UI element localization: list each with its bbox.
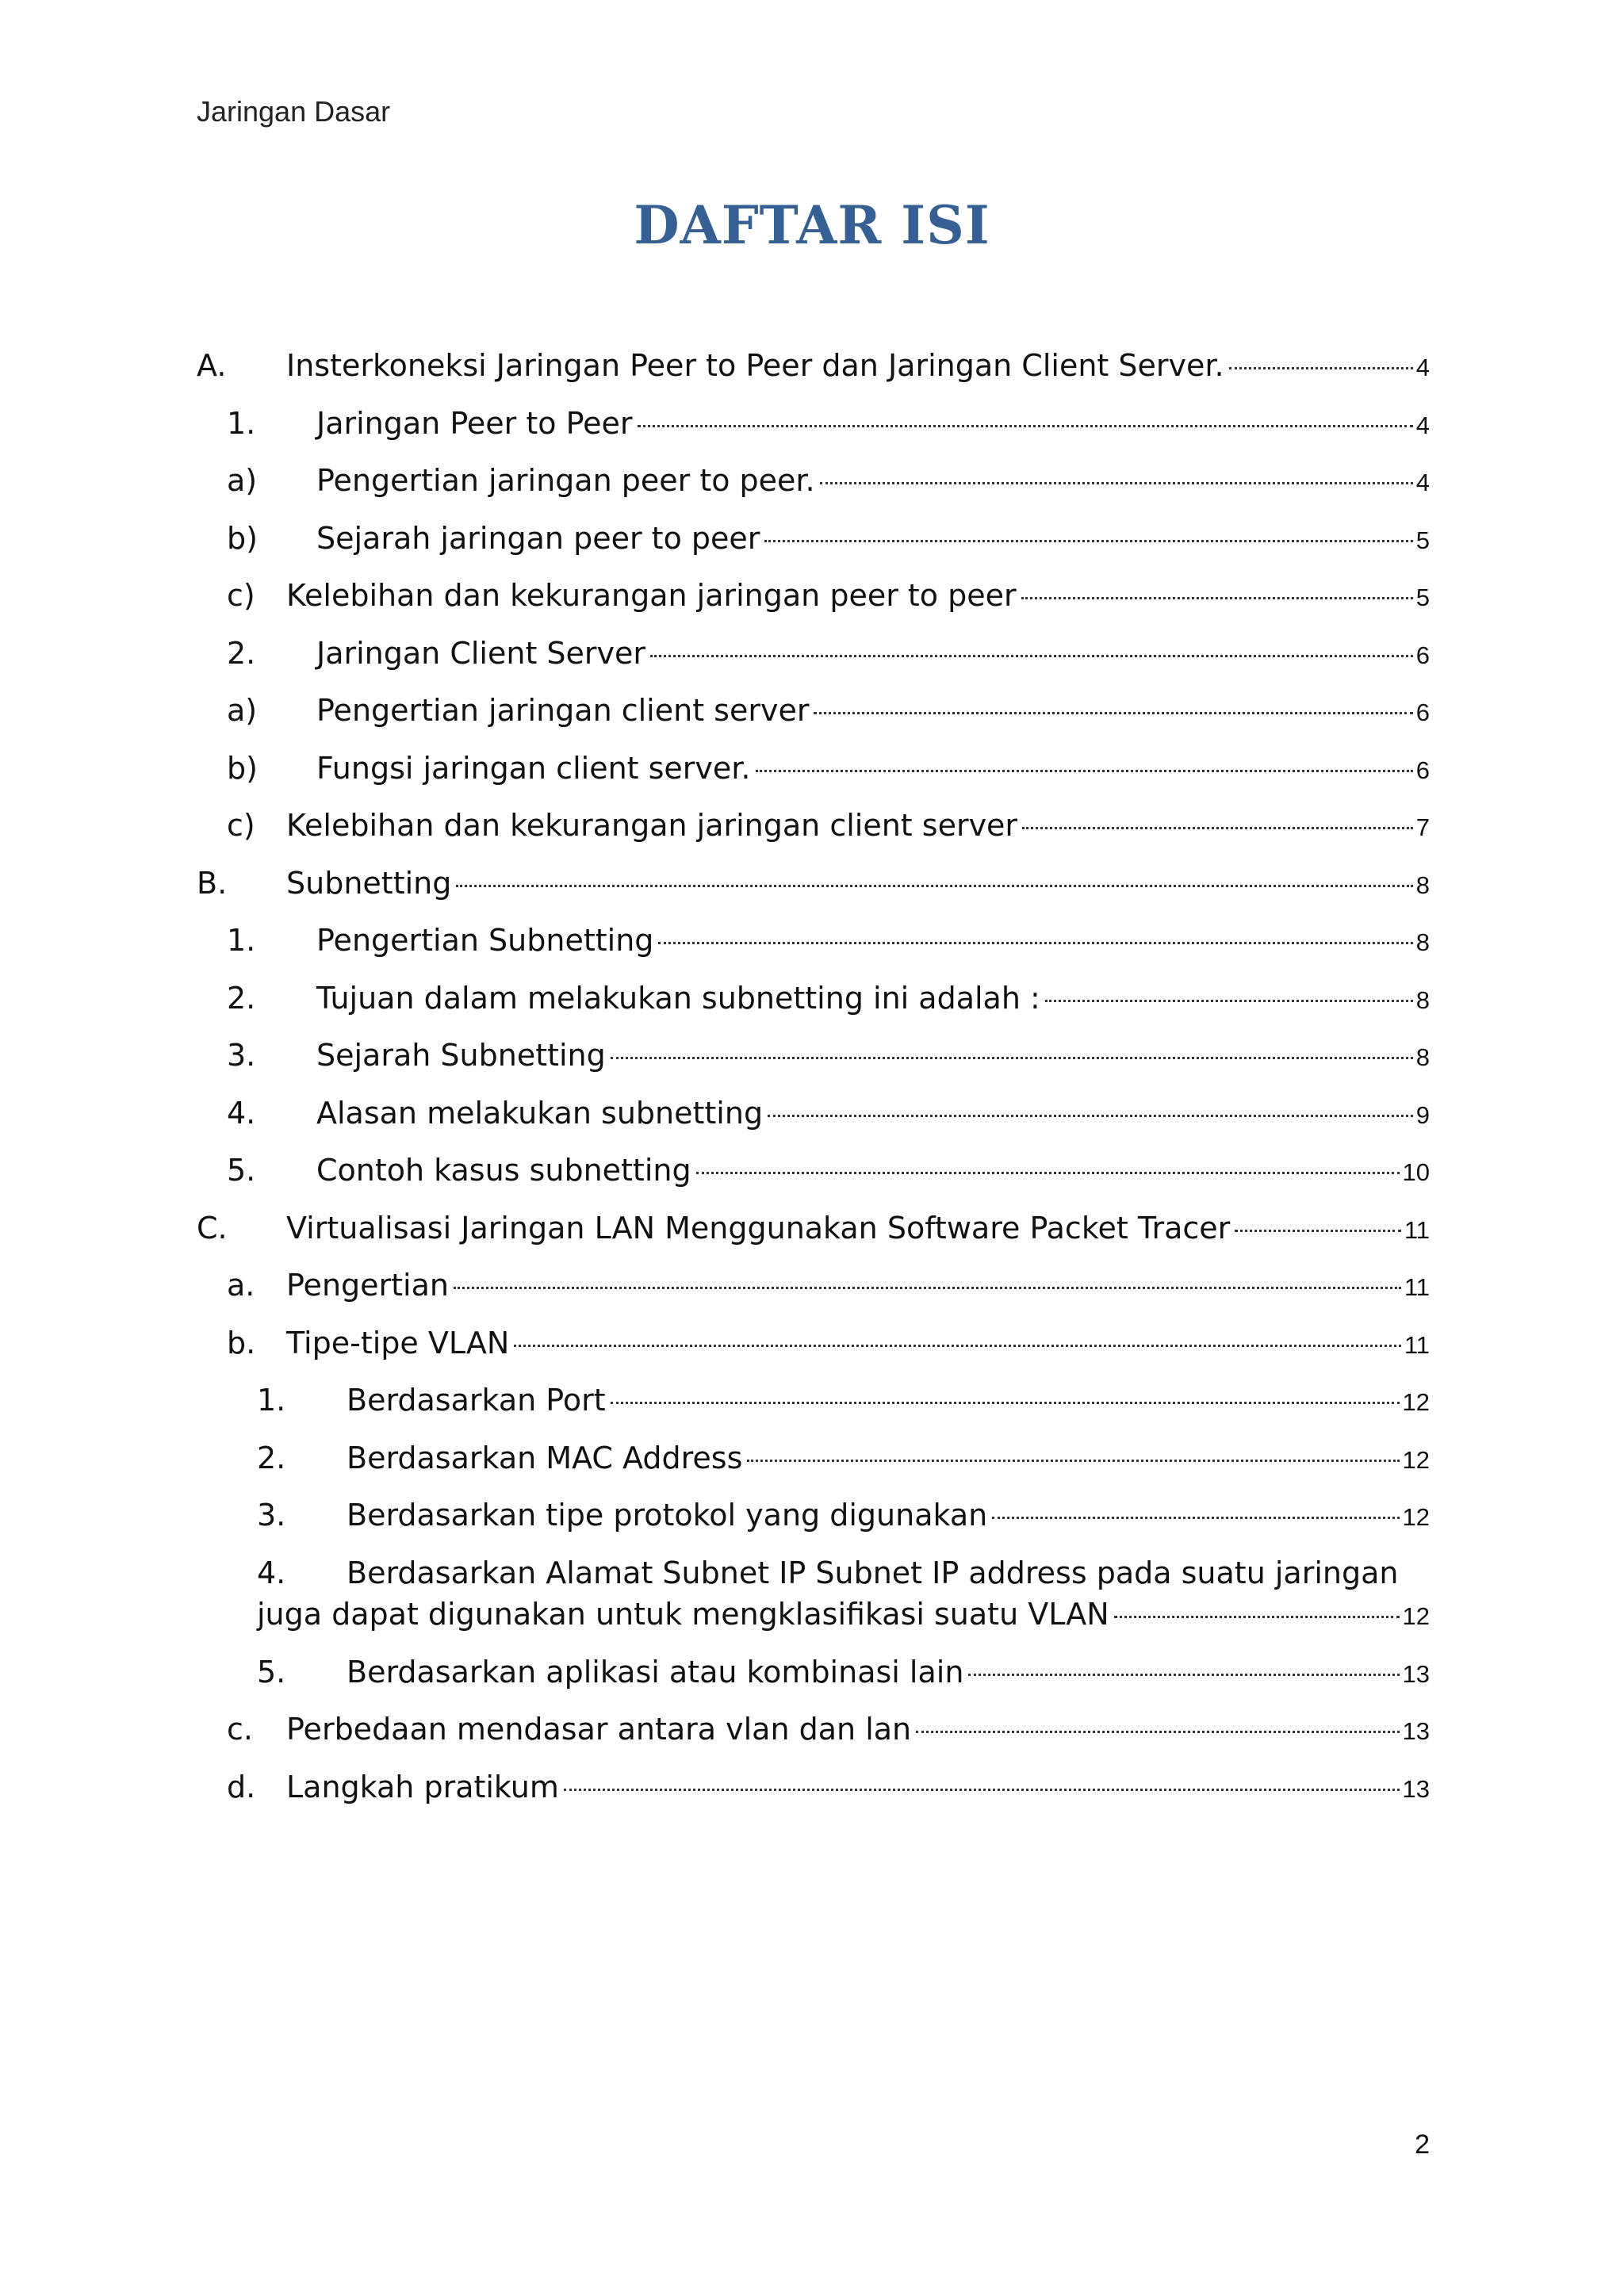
toc-entry-label: Pengertian Subnetting: [316, 923, 654, 958]
toc-entry-number: b): [227, 520, 258, 556]
toc-entry-label: Insterkoneksi Jaringan Peer to Peer dan Jaringan Client Server.: [286, 348, 1224, 383]
toc-entry[interactable]: [197, 682, 1430, 740]
dot-leader: [696, 1172, 1400, 1174]
dot-leader: [1045, 1000, 1413, 1002]
page-number: 2: [1415, 2130, 1430, 2160]
toc-entry-page: 8: [1415, 928, 1430, 956]
dot-leader: [747, 1460, 1399, 1462]
toc-entry-page: 13: [1402, 1717, 1430, 1745]
dot-leader: [764, 540, 1412, 542]
toc-entry-label: Sejarah Subnetting: [316, 1038, 606, 1073]
toc-entry-label: Jaringan Peer to Peer: [316, 405, 633, 441]
toc-entry[interactable]: [197, 1487, 1430, 1544]
dot-leader: [611, 1402, 1400, 1404]
dot-leader: [456, 885, 1412, 887]
toc-entry-number: c.: [227, 1712, 253, 1747]
toc-entry[interactable]: [197, 740, 1430, 798]
dot-leader: [768, 1115, 1413, 1117]
toc-entry-page: 6: [1415, 756, 1430, 784]
toc-entry-page: 11: [1404, 1330, 1430, 1359]
toc-entry-label: Berdasarkan tipe protokol yang digunakan: [347, 1498, 988, 1533]
toc-entry-label: Contoh kasus subnetting: [316, 1153, 691, 1188]
toc-entry-page: 12: [1402, 1388, 1430, 1416]
toc-entry-page: 12: [1402, 1445, 1430, 1474]
toc-entry-number: 1.: [227, 923, 256, 958]
toc-entry-number: 2.: [227, 980, 256, 1016]
toc-entry-page: 9: [1415, 1100, 1430, 1129]
dot-leader: [992, 1517, 1399, 1519]
dot-leader: [814, 712, 1412, 714]
toc-entry-label: Jaringan Client Server: [316, 635, 646, 671]
toc-entry-number: 4.: [227, 1095, 256, 1131]
dot-leader: [611, 1057, 1413, 1059]
toc-entry[interactable]: [197, 1257, 1430, 1314]
toc-entry-page: 8: [1415, 985, 1430, 1014]
toc-entry-label: Tujuan dalam melakukan subnetting ini adalah :: [316, 980, 1040, 1016]
toc-entry-section-a[interactable]: [197, 337, 1430, 395]
dot-leader: [638, 425, 1413, 427]
toc-entry-number: 3.: [227, 1038, 256, 1073]
toc-entry[interactable]: [197, 797, 1430, 855]
toc-entry-label: Pengertian jaringan peer to peer.: [316, 463, 815, 498]
toc-entry-label: Berdasarkan Port: [347, 1383, 606, 1418]
toc-entry-label: Pengertian jaringan client server: [316, 693, 810, 728]
toc-entry-label: Alasan melakukan subnetting: [316, 1095, 764, 1131]
toc-entry-page: 4: [1415, 354, 1430, 381]
toc-entry-number: b): [227, 750, 258, 786]
toc-entry-number: b.: [227, 1325, 256, 1360]
toc-entry-number: a): [227, 463, 258, 498]
toc-entry-page: 12: [1402, 1503, 1430, 1531]
toc-entry-page: 6: [1415, 641, 1430, 669]
toc-entry-label: Subnetting: [286, 865, 452, 901]
dot-leader: [1229, 367, 1413, 369]
toc-entry-label: Fungsi jaringan client server.: [316, 750, 751, 786]
toc-entry-number: C.: [197, 1210, 228, 1246]
toc-entry-label: Virtualisasi Jaringan LAN Menggunakan Software Packet Tracer: [286, 1210, 1231, 1246]
toc-entry[interactable]: [197, 395, 1430, 453]
toc-entry-number: 2.: [257, 1440, 286, 1475]
toc-entry[interactable]: [197, 510, 1430, 568]
toc-entry-section-c[interactable]: [197, 1200, 1430, 1257]
dot-leader: [564, 1789, 1400, 1791]
toc-entry-number: 1.: [227, 405, 256, 441]
toc-entry-number: 5.: [257, 1654, 286, 1689]
toc-entry-label-line2: juga dapat digunakan untuk mengklasifikasi suatu VLAN: [257, 1596, 1109, 1632]
toc-entry-number: c): [227, 808, 255, 843]
dot-leader: [756, 770, 1413, 772]
toc-entry[interactable]: [197, 1758, 1430, 1816]
dot-leader: [820, 482, 1413, 484]
dot-leader: [650, 655, 1413, 657]
toc-entry-page: 5: [1415, 584, 1430, 611]
dot-leader: [454, 1287, 1401, 1289]
toc-entry[interactable]: [197, 1701, 1430, 1758]
toc-entry-number: 2.: [227, 635, 256, 671]
toc-entry-label: Tipe-tipe VLAN: [286, 1325, 510, 1360]
toc-entry-page: 12: [1402, 1601, 1430, 1630]
toc-entry[interactable]: [197, 1644, 1430, 1701]
toc-entry-number: B.: [197, 865, 228, 901]
toc-entry-wrapped[interactable]: [197, 1544, 1430, 1644]
dot-leader: [1114, 1616, 1400, 1618]
toc-entry-page: 8: [1415, 871, 1430, 899]
toc-entry-number: 1.: [257, 1383, 286, 1418]
toc-entry-page: 13: [1402, 1659, 1430, 1688]
toc-entry-number: A.: [197, 348, 227, 383]
dot-leader: [1022, 827, 1413, 829]
toc-entry-page: 7: [1415, 813, 1430, 841]
toc-entry[interactable]: [197, 1085, 1430, 1142]
toc-entry-page: 11: [1404, 1215, 1430, 1244]
toc-entry-label: Pengertian: [286, 1268, 449, 1303]
toc-entry-page: 4: [1415, 469, 1430, 496]
toc-entry-label: Kelebihan dan kekurangan jaringan peer to peer: [286, 578, 1017, 613]
toc-entry[interactable]: [197, 912, 1430, 970]
toc-entry[interactable]: [197, 567, 1430, 625]
toc-entry-label: Berdasarkan aplikasi atau kombinasi lain: [347, 1654, 964, 1689]
toc-entry-page: 8: [1415, 1043, 1430, 1071]
toc-entry[interactable]: [197, 1027, 1430, 1085]
toc-entry-label: Kelebihan dan kekurangan jaringan client server: [286, 808, 1018, 843]
toc-entry[interactable]: [197, 452, 1430, 510]
toc-entry-number: c): [227, 578, 255, 613]
toc-entry-number: 4.: [257, 1555, 286, 1590]
toc-entry-label: Langkah pratikum: [286, 1769, 559, 1804]
dot-leader: [916, 1731, 1399, 1733]
toc-entry-page: 11: [1404, 1273, 1430, 1301]
toc-entry-number: d.: [227, 1769, 256, 1804]
toc-entry[interactable]: [197, 1372, 1430, 1429]
toc-entry-number: 5.: [227, 1153, 256, 1188]
toc-entry-page: 13: [1402, 1774, 1430, 1803]
toc-entry-number: a): [227, 693, 258, 728]
toc-entry-section-b[interactable]: [197, 855, 1430, 913]
page-title: DAFTAR ISI: [634, 194, 990, 256]
dot-leader: [658, 942, 1412, 944]
toc-entry-number: 3.: [257, 1498, 286, 1533]
dot-leader: [1021, 597, 1413, 599]
toc-entry-page: 6: [1415, 698, 1430, 726]
toc-entry[interactable]: [197, 970, 1430, 1027]
toc-entry-page: 5: [1415, 526, 1430, 554]
toc-entry-label: Berdasarkan MAC Address: [347, 1440, 743, 1475]
toc-entry-label-line1: Berdasarkan Alamat Subnet IP Subnet IP address pada suatu jaringan: [347, 1555, 1399, 1590]
dot-leader: [968, 1674, 1399, 1676]
table-of-contents: [197, 337, 1430, 1816]
dot-leader: [1235, 1230, 1401, 1232]
toc-entry[interactable]: [197, 1429, 1430, 1487]
toc-entry-page: 10: [1402, 1158, 1430, 1186]
toc-entry[interactable]: [197, 625, 1430, 683]
toc-entry-number: a.: [227, 1268, 255, 1303]
toc-entry-label: Perbedaan mendasar antara vlan dan lan: [286, 1712, 912, 1747]
running-header: Jaringan Dasar: [197, 95, 391, 128]
toc-entry[interactable]: [197, 1142, 1430, 1200]
toc-entry-label: Sejarah jaringan peer to peer: [316, 520, 760, 556]
dot-leader: [514, 1345, 1401, 1347]
toc-entry-page: 4: [1415, 411, 1430, 439]
toc-entry[interactable]: [197, 1314, 1430, 1372]
